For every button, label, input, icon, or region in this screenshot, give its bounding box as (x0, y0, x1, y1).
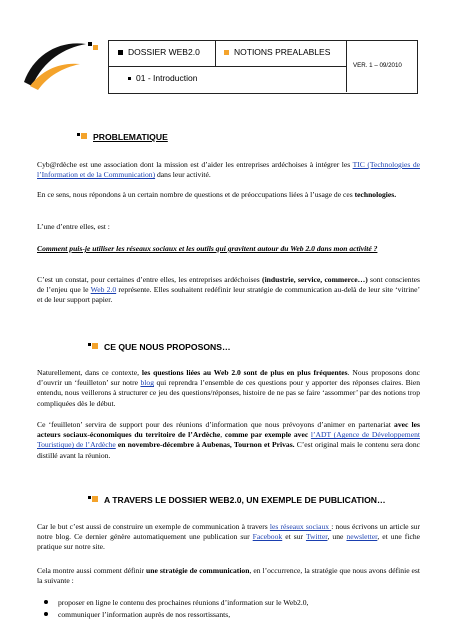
section-title: A TRAVERS LE DOSSIER WEB2.0, UN EXEMPLE DE PUBLICATION… (104, 495, 386, 505)
header-section: 01 - Introduction (136, 73, 198, 83)
paragraph-question-intro: L’une d’entre elles, est : (37, 222, 110, 231)
bullet-icon (88, 496, 98, 502)
list-item: communiquer l’information auprès de nos ressortissants, (58, 610, 230, 619)
cybardeche-logo (20, 34, 100, 94)
section-heading-propose (88, 337, 231, 355)
header-title-cell (118, 47, 200, 57)
paragraph-question: Comment puis-je utiliser les réseaux sociaux et les outils qui gravitent autour du Web 2.0 dans mon activité ? (37, 244, 378, 253)
bullet-icon (88, 343, 98, 349)
bullet-icon (77, 133, 87, 139)
header-section-cell (128, 73, 197, 83)
link-blog[interactable]: blog (140, 378, 154, 388)
paragraph-intro: Cyb@rdèche est une association dont la mission est d’aider les entreprises ardéchoises à intégrer les TIC (Technologies de l’Information et de la Communication) dans leur activité. (37, 160, 420, 180)
header-divider (346, 40, 347, 92)
header-version: VER. 1 – 09/2010 (353, 62, 402, 69)
square-bullet-icon (118, 50, 123, 55)
section-heading-problematique (77, 127, 168, 145)
header-notions-cell (224, 47, 330, 57)
section-title: PROBLEMATIQUE (93, 132, 168, 142)
header-divider (108, 66, 346, 67)
header-notions: NOTIONS PREALABLES (234, 47, 331, 57)
link-newsletter[interactable]: newsletter (346, 532, 378, 542)
paragraph-feuilleton: Ce ‘feuilleton’ servira de support pour des réunions d’information que nous prévoyons d’animer en partenariat avec les acteurs sociaux-économiques du territoire de l’Ardèche, comme par exemple avec l’ADT (Agence de Développement Touristique) de l’Ardèche en novembre-décembre à Aubenas, Tournon et Privas. C’est original mais le contenu sera donc distillé avant la réunion. (37, 420, 420, 460)
bullet-dot-icon (44, 612, 48, 616)
section-heading-dossier (88, 490, 386, 508)
link-web20[interactable]: Web 2.0 (90, 285, 117, 295)
paragraph-but: Car le but c’est aussi de construire un exemple de communication à travers les réseaux sociaux : nous écrivons un article sur notre blog. Ce dernier génère automatiquement une publication sur Facebook et sur Twitter, une newsletter, et une fiche pratique sur notre site. (37, 522, 420, 552)
section-title: CE QUE NOUS PROPOSONS… (104, 342, 231, 352)
link-adt[interactable]: l’ADT (Agence de Développement Touristique) de l’Ardèche (37, 430, 420, 450)
link-reseaux-sociaux[interactable]: les réseaux sociaux (269, 522, 332, 531)
paragraph-strategie: Cela montre aussi comment définir une stratégie de communication, en l’occurrence, la stratégie que nous avons définie est la suivante : (37, 566, 420, 586)
link-tic[interactable]: TIC (Technologies de l’Information et de la Communication) (37, 160, 420, 180)
paragraph-technologies: En ce sens, nous répondons à un certain nombre de questions et de préoccupations liées à l’usage de ces technologies. (37, 190, 397, 199)
header-title: DOSSIER WEB2.0 (128, 47, 200, 57)
header-divider (215, 40, 216, 66)
paragraph-constat: C’est un constat, pour certaines d’entre elles, les entreprises ardéchoises (industrie, service, commerce…) sont conscientes de l’enjeu que le Web 2.0 représente. Elles souhaitent redéfinir leur stratégie de communication au-delà de leur site ‘vitrine’ et de leur support papier. (37, 275, 421, 305)
bullet-dot-icon (44, 600, 48, 604)
list-item: proposer en ligne le contenu des prochaines réunions d’information sur le Web2.0, (58, 598, 308, 607)
link-twitter[interactable]: Twitter (305, 532, 328, 542)
square-bullet-icon (224, 50, 229, 55)
square-bullet-icon (128, 77, 131, 80)
paragraph-contexte: Naturellement, dans ce contexte, les questions liées au Web 2.0 sont de plus en plus fréquentes. Nous proposons donc d’ouvrir un ‘feuilleton’ sur notre blog qui reprendra l’ensemble de ces questions pour y apporter des réponses claires. Bien entendu, nous veillerons à structurer ce jeu des questions/réponses, histoire de ne pas se faire ‘assommer’ par des notions trop compliquées dès le début. (37, 368, 421, 408)
link-facebook[interactable]: Facebook (252, 532, 283, 542)
